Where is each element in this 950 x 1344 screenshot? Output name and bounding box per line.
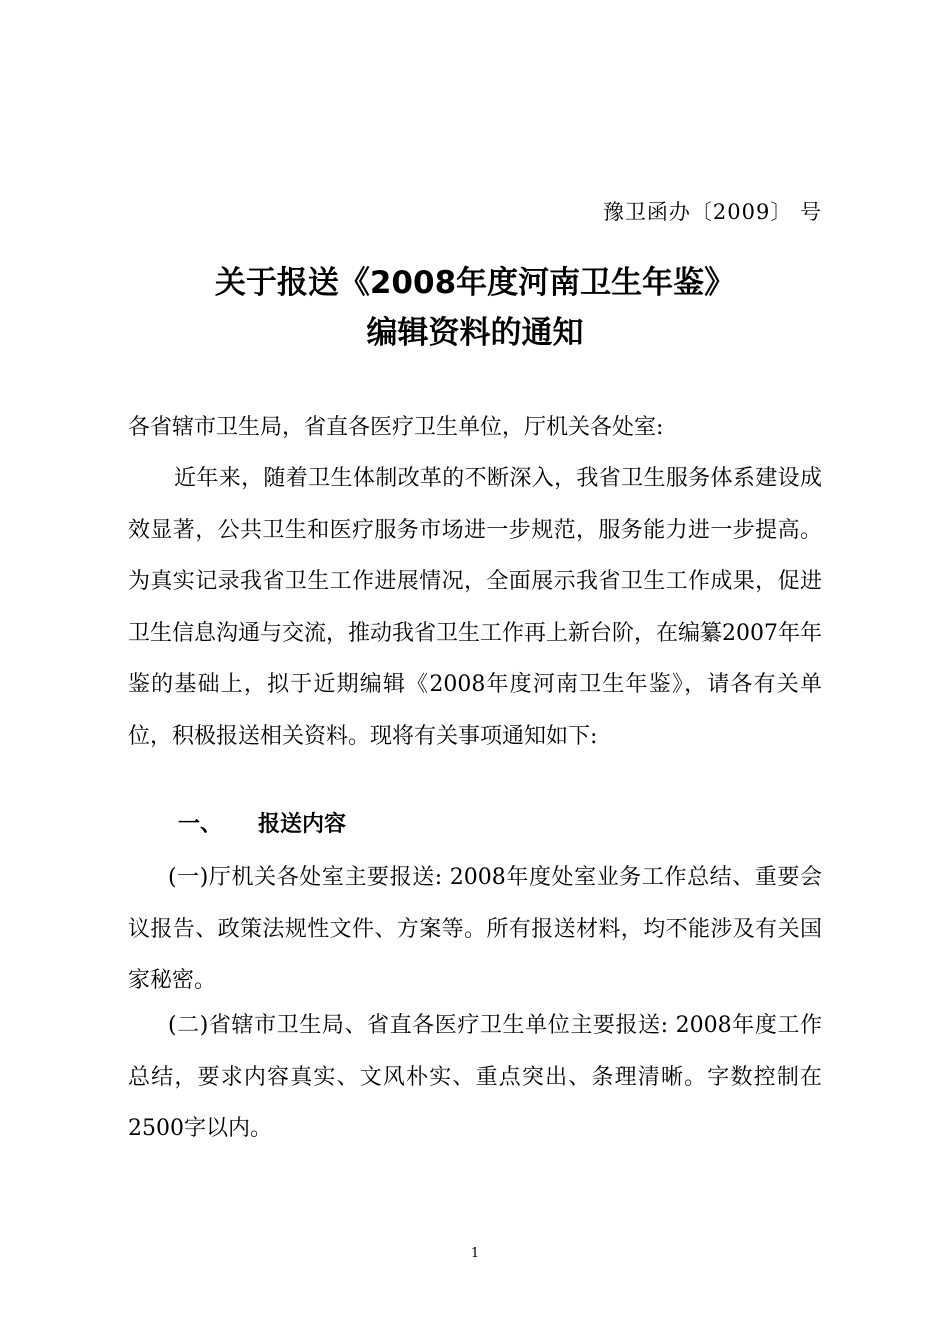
item-paragraph-1: (一)厅机关各处室主要报送: 2008年度处室业务工作总结、重要会议报告、政策法规性文件、方案等。所有报送材料，均不能涉及有关国家秘密。	[128, 865, 822, 993]
page-number: 1	[470, 1246, 480, 1261]
document-title-line-2: 编辑资料的通知	[366, 315, 584, 351]
recipients-line: 各省辖市卫生局，省直各医疗卫生单位，厅机关各处室:	[128, 415, 664, 440]
document-number: 豫卫函办〔2009〕 号	[602, 200, 822, 224]
section-heading	[178, 799, 346, 851]
intro-paragraph: 近年来，随着卫生体制改革的不断深入，我省卫生服务体系建设成效显著，公共卫生和医疗服务市场进一步规范，服务能力进一步提高。为真实记录我省卫生工作进展情况，全面展示我省卫生工作成果，促进卫生信息沟通与交流，推动我省卫生工作再上新台阶，在编纂2007年年鉴的基础上，拟于近期编辑《2008年度河南卫生年鉴》，请各有关单位，积极报送相关资料。现将有关事项通知如下:	[128, 466, 822, 749]
item-paragraph-2: (二)省辖市卫生局、省直各医疗卫生单位主要报送: 2008年度工作总结，要求内容真实、文风朴实、重点突出、条理清晰。字数控制在2500字以内。	[128, 1013, 822, 1141]
section-title: 报送内容	[258, 812, 347, 837]
section-number: 一、	[178, 812, 223, 837]
document-title-line-1: 关于报送《2008年度河南卫生年鉴》	[214, 265, 736, 301]
